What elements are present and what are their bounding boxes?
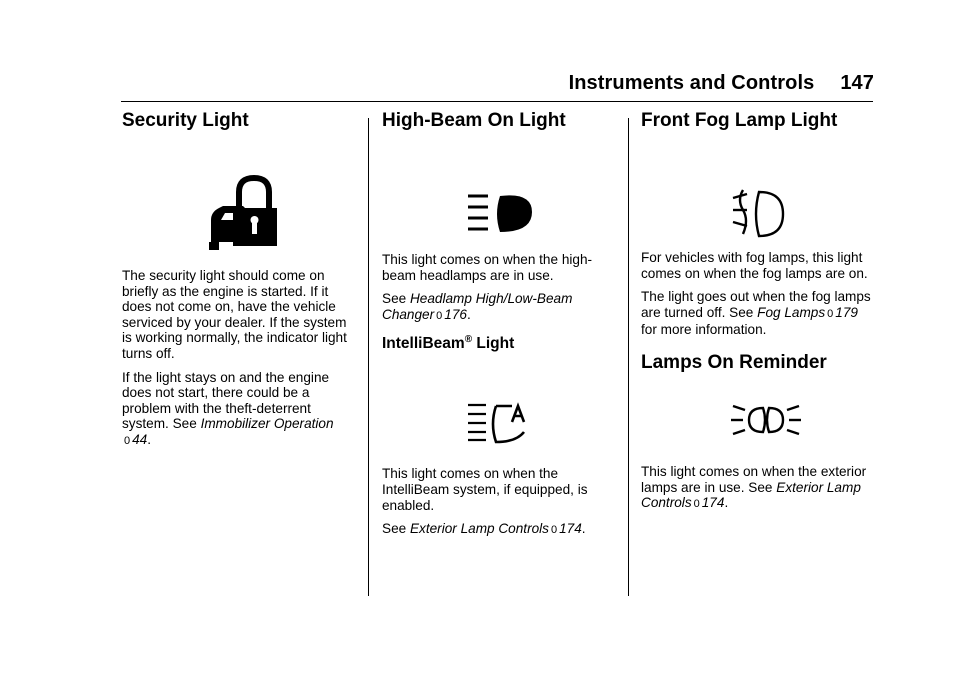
paragraph: [641, 289, 873, 338]
punctuation: .: [147, 431, 152, 447]
page-ref-number[interactable]: 174: [559, 521, 582, 537]
page-ref-symbol: 0: [550, 524, 558, 537]
cross-reference-link[interactable]: Headlamp High/Low-Beam Changer: [382, 291, 573, 322]
page-ref-number[interactable]: 176: [444, 306, 467, 322]
section-heading: Front Fog Lamp Light: [641, 110, 838, 131]
page-header: [569, 72, 874, 95]
cross-reference-link[interactable]: Fog Lamps: [757, 304, 826, 320]
paragraph: The security light should come on briefly as the engine is started. If it does not come on, have the vehicle serviced by your dealer. If the system is working normally, the indicator light turns off.: [122, 268, 347, 361]
paragraph: [382, 521, 614, 539]
front-fog-lamp-icon: [641, 132, 873, 250]
registered-mark: ®: [464, 334, 473, 346]
paragraph-text: The light goes out when the fog lamps are turned off. See: [641, 289, 871, 320]
intellibeam-icon: [382, 354, 614, 466]
column-divider: [628, 118, 629, 596]
page-ref-symbol: 0: [827, 307, 834, 320]
paragraph-text: This light comes on when the exterior lamps are in use. See: [641, 463, 867, 495]
section-heading: High-Beam On Light: [382, 110, 566, 131]
page-number: 147: [840, 72, 874, 94]
paragraph-text: See: [382, 521, 410, 537]
punctuation: .: [466, 306, 471, 322]
subsection-heading: [382, 334, 614, 354]
punctuation: .: [581, 521, 586, 537]
paragraph: [122, 370, 354, 450]
column-high-beam: [382, 110, 614, 539]
punctuation: .: [724, 495, 729, 511]
header-rule: [121, 101, 873, 102]
security-lock-icon: [122, 132, 354, 260]
section-heading: Security Light: [122, 110, 249, 131]
paragraph: [382, 291, 614, 324]
column-security-light: [122, 110, 354, 450]
paragraph-text: See: [382, 291, 410, 307]
cross-reference-link[interactable]: Immobilizer Operation: [200, 416, 334, 432]
paragraph: For vehicles with fog lamps, this light comes on when the fog lamps are on.: [641, 250, 868, 281]
cross-reference-link[interactable]: Exterior Lamp Controls: [641, 479, 861, 511]
paragraph: This light comes on when the high-beam headlamps are in use.: [382, 252, 593, 283]
page-ref-symbol: 0: [124, 434, 131, 447]
page-ref-symbol: 0: [436, 309, 443, 322]
high-beam-icon: [382, 132, 614, 248]
page-ref-number[interactable]: 174: [701, 495, 725, 511]
subsection-heading-text: IntelliBeam: [382, 335, 465, 353]
paragraph: This light comes on when the IntelliBeam system, if equipped, is enabled.: [382, 466, 588, 513]
paragraph-text: If the light stays on and the engine does not start, there could be a problem with the theft-deterrent system. See: [122, 369, 330, 432]
subsection-heading-text: Light: [472, 335, 515, 353]
page-ref-symbol: 0: [693, 498, 700, 511]
lamps-on-icon: [641, 374, 873, 464]
cross-reference-link[interactable]: Exterior Lamp Controls: [409, 521, 549, 537]
paragraph: [641, 464, 873, 513]
section-heading: Lamps On Reminder: [641, 351, 827, 373]
column-divider: [368, 118, 369, 596]
page-ref-number[interactable]: 179: [835, 304, 858, 320]
paragraph-text: for more information.: [641, 322, 767, 338]
page-ref-number[interactable]: 44: [132, 431, 148, 447]
column-fog-lamp: [641, 110, 873, 513]
section-title: Instruments and Controls: [568, 72, 815, 94]
